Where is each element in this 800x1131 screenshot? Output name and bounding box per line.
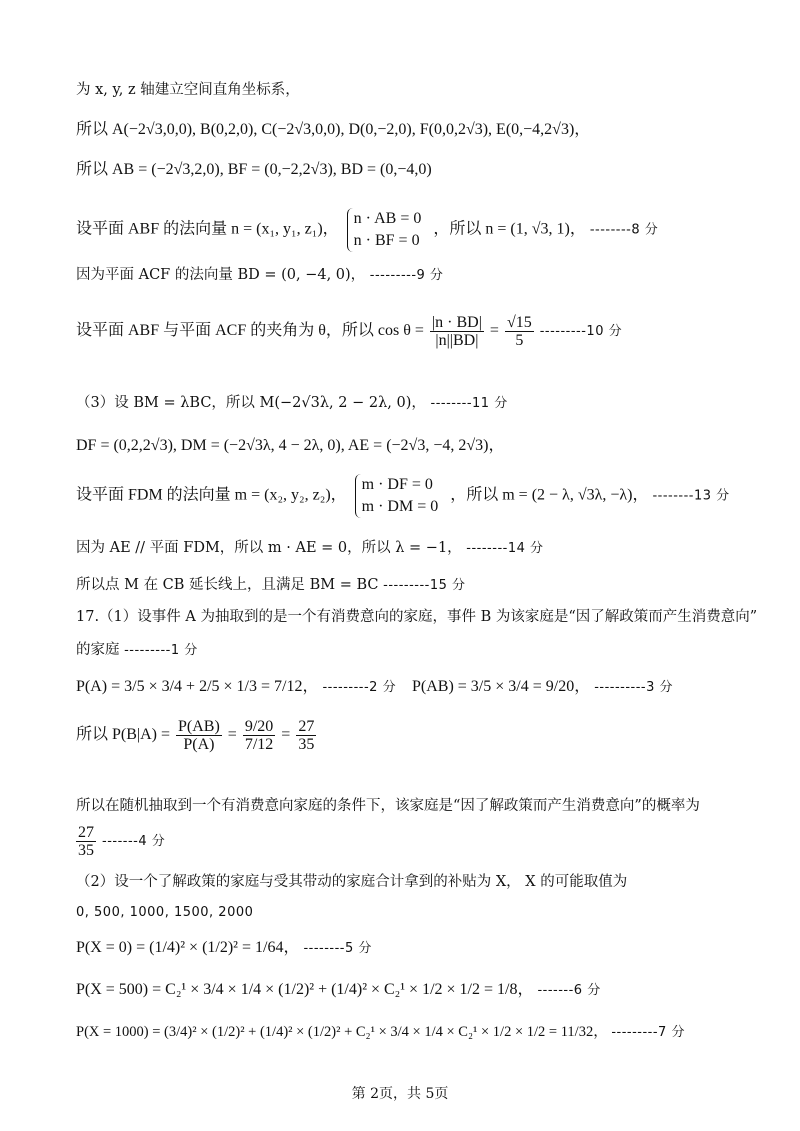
score-mark: ---------9 分: [369, 268, 444, 283]
score-mark: ---------15 分: [383, 578, 466, 593]
score-mark: --------11 分: [430, 396, 508, 411]
score-mark: ---------2 分: [322, 680, 397, 695]
text-line: 设平面 FDM 的法向量 m = (x₂, y₂, z₂)， m · DF = 0 m · DM = 0 ，所以 m = (2 − λ, √3λ, −λ)， --------13 分: [76, 474, 730, 518]
text-line: 0, 500, 1000, 1500, 2000: [76, 905, 254, 920]
text-line: （3）设 BM = λBC，所以 M(−2√3λ, 2 − 2λ, 0)， --------11 分: [76, 395, 508, 411]
fraction: $\frac{27}{35}$: [78, 824, 94, 859]
fraction: $\frac{|n \cdot BD|}{|n||BD|}$: [431, 314, 482, 349]
text-line: [76, 824, 165, 859]
score-mark: ---------10 分: [539, 324, 623, 340]
text-line: P(A) = 3/5 × 3/4 + 2/5 × 1/3 = 7/12， ---------2 分: [76, 678, 397, 695]
text-line: 设平面 ABF 与平面 ACF 的夹角为 θ，所以 cos θ = $\frac{|n \cdot BD|}{|n||BD|}$ = $\frac{√15}{5}$ ---------10 分: [76, 314, 623, 349]
score-mark: --------8 分: [589, 222, 659, 238]
score-mark: ----------3 分: [594, 680, 674, 695]
score-mark: ---------7 分: [611, 1025, 685, 1040]
text-line: （2）设一个了解政策的家庭与受其带动的家庭合计拿到的补贴为 X， X 的可能取值为: [76, 874, 628, 890]
text-line: 所以 P(B|A) = $\frac{P(AB)}{P(A)}$ = $\frac{9/20}{7/12}$ = $\frac{27}{35}$: [76, 718, 315, 753]
text-line: 所以 A(−2√3,0,0), B(0,2,0), C(−2√3,0,0), D(0,−2,0), F(0,0,2√3), E(0,−4,2√3)，: [76, 121, 591, 138]
text-line: 所以在随机抽取到一个有消费意向家庭的条件下，该家庭是“因了解政策而产生消费意向”的概率为: [76, 798, 700, 814]
fraction: $\frac{27}{35}$: [298, 718, 315, 753]
fraction: $\frac{√15}{5}$: [506, 314, 532, 349]
equation-system: n · AB = 0 n · BF = 0: [347, 208, 426, 252]
score-mark: -------4 分: [102, 834, 166, 850]
text-line: 因为 AE // 平面 FDM，所以 m · AE = 0，所以 λ = −1， --------14 分: [76, 540, 544, 556]
score-mark: --------13 分: [652, 488, 730, 504]
page-footer: 第 2页，共 5页: [351, 1086, 449, 1102]
text-line: 设平面 ABF 的法向量 n = (x₁, y₁, z₁)， n · AB = 0 n · BF = 0 ，所以 n = (1, √3, 1)， --------8 分: [76, 208, 658, 252]
question-heading: 17.（1）设事件 A 为抽取到的是一个有消费意向的家庭，事件 B 为该家庭是“因了解政策而产生消费意向”: [76, 609, 758, 625]
text-line: P(AB) = 3/5 × 3/4 = 9/20， ----------3 分: [412, 678, 674, 695]
text-line: P(X = 500) = C₂¹ × 3/4 × 1/4 × (1/2)² + (1/4)² × C₂¹ × 1/2 × 1/2 = 1/8， -------6 分: [76, 981, 601, 998]
score-mark: --------5 分: [303, 941, 372, 956]
text-line: 因为平面 ACF 的法向量 BD = (0, −4, 0)， ---------9 分: [76, 267, 444, 283]
score-mark: --------14 分: [466, 541, 544, 556]
text-line: 所以 AB = (−2√3,2,0), BF = (0,−2,2√3), BD = (0,−4,0): [76, 161, 432, 178]
text-line: 的家庭 ---------1 分: [76, 642, 198, 658]
fraction: $\frac{P(AB)}{P(A)}$: [178, 718, 220, 753]
equation-system: m · DF = 0 m · DM = 0: [355, 474, 443, 518]
text-line: P(X = 0) = (1/4)² × (1/2)² = 1/64， --------5 分: [76, 939, 372, 956]
text-line: 所以点 M 在 CB 延长线上，且满足 BM = BC ---------15 分: [76, 577, 466, 593]
text-line: P(X = 1000) = (3/4)² × (1/2)² + (1/4)² × (1/2)² + C₂¹ × 3/4 × 1/4 × C₂¹ × 1/2 × 1/2 = 11/32， ---------7 分: [76, 1024, 685, 1040]
text-line: DF = (0,2,2√3), DM = (−2√3λ, 4 − 2λ, 0), AE = (−2√3, −4, 2√3)，: [76, 437, 505, 454]
score-mark: -------6 分: [537, 983, 601, 998]
text-line: 为 x, y, z 轴建立空间直角坐标系，: [76, 82, 300, 98]
fraction: $\frac{9/20}{7/12}$: [244, 718, 274, 753]
score-mark: ---------1 分: [124, 643, 198, 658]
